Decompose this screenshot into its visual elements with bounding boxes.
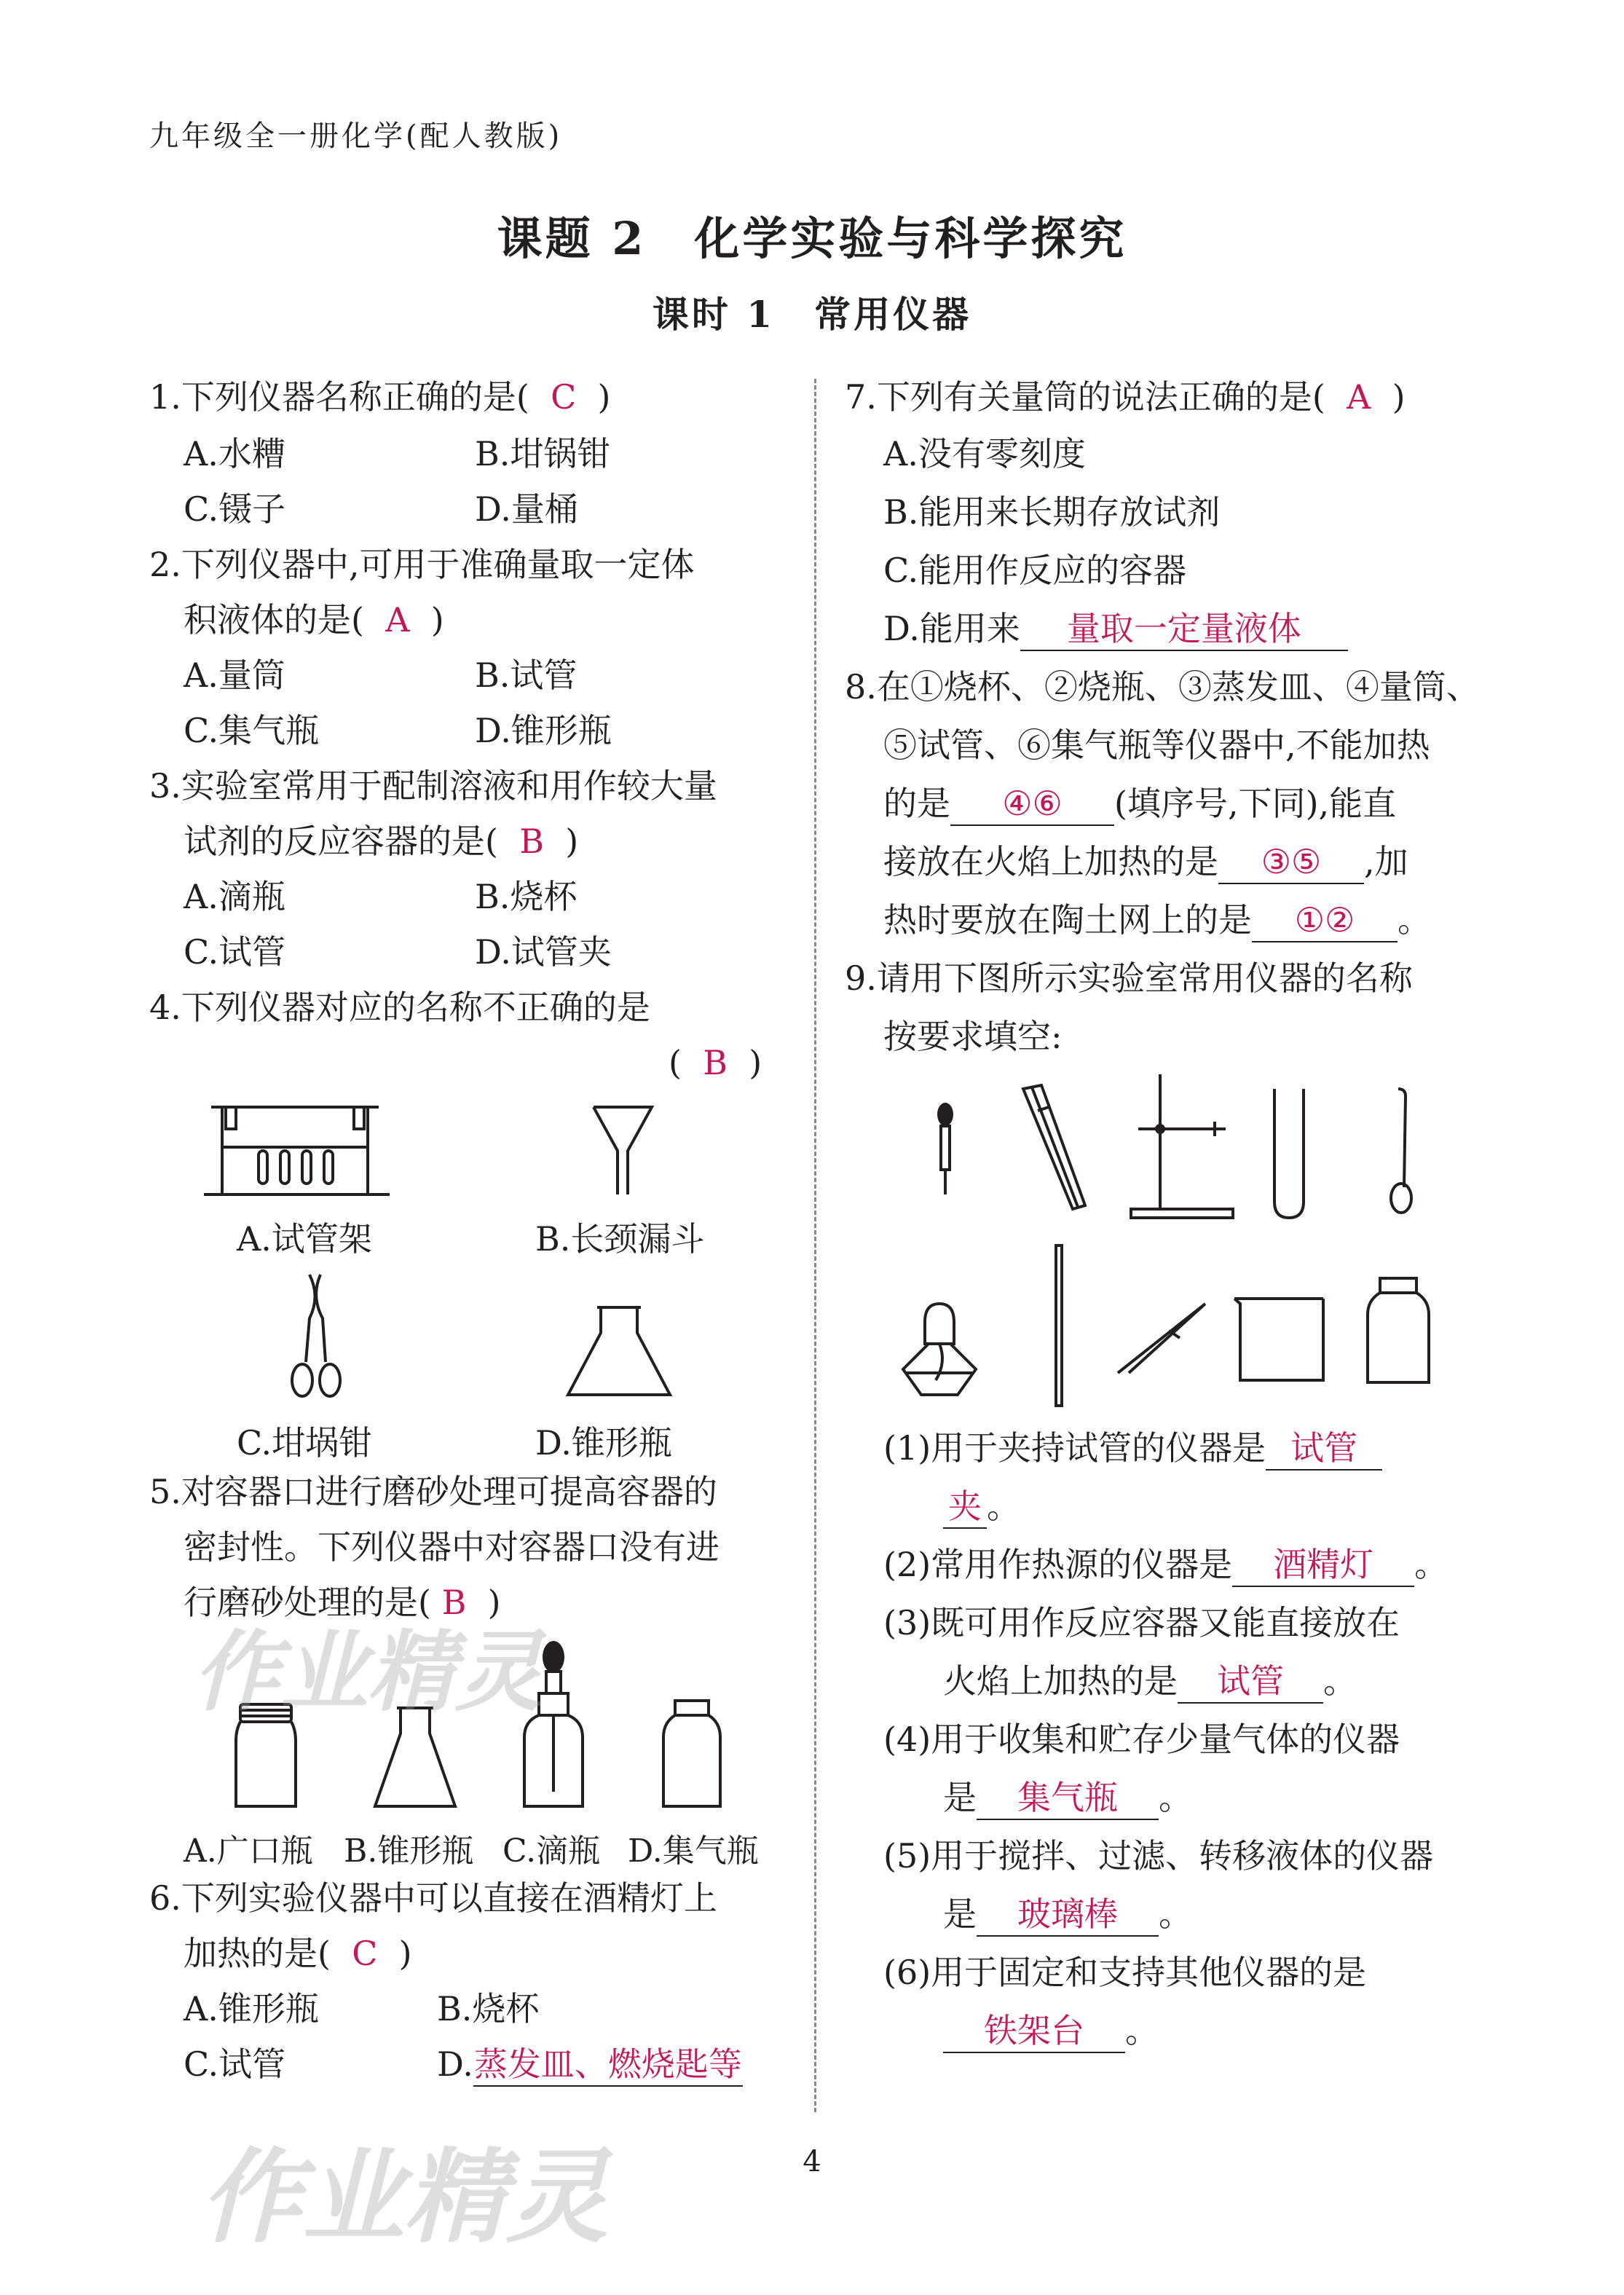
crucible-tongs-image <box>288 1267 346 1406</box>
q7-stem: 7.下列有关量筒的说法正确的是( A ) <box>845 377 1406 417</box>
q7-option-c: C.能用作反应的容器 <box>883 551 1187 590</box>
q5-line3: 行磨砂处理的是( B ) <box>184 1583 501 1622</box>
test-tube-rack-image <box>197 1093 401 1202</box>
q9-part1-answer-a: 试管 <box>1266 1431 1382 1471</box>
q9-part5: (5)用于搅拌、过滤、转移液体的仪器 <box>883 1836 1434 1875</box>
q9-part4: (4)用于收集和贮存少量气体的仪器 <box>883 1720 1400 1759</box>
q2-line2: 积液体的是( A ) <box>184 600 444 639</box>
alcohol-lamp-image <box>896 1293 983 1402</box>
q7-option-a: A.没有零刻度 <box>883 434 1086 473</box>
q2-option-d: D.锥形瓶 <box>475 711 612 750</box>
q7-answer: A <box>1347 377 1371 417</box>
q9-part4-cont: 是 集气瓶 。 <box>943 1781 1192 1820</box>
lesson-title: 课题 2 化学实验与科学探究 <box>497 212 1127 265</box>
q6-option-d: D.蒸发皿、燃烧匙等 <box>437 2047 743 2087</box>
q8-line3: 的是 ④⑥ (填序号,下同),能直 <box>883 787 1396 826</box>
tweezers-image <box>1111 1300 1213 1380</box>
q8-line4: 接放在火焰上加热的是 ③⑤ ,加 <box>883 845 1408 884</box>
q4-caption-c: C.坩埚钳 <box>237 1423 373 1463</box>
q6-answer: C <box>352 1934 378 1973</box>
q5-caption-b: B.锥形瓶 <box>344 1833 474 1870</box>
gas-jar-image <box>659 1693 725 1814</box>
q8-line2: ⑤试管、⑥集气瓶等仪器中,不能加热 <box>883 725 1430 765</box>
page-number: 4 <box>803 2145 821 2178</box>
q3-line2: 试剂的反应容器的是( B ) <box>184 822 579 861</box>
gas-jar-image-2 <box>1362 1275 1435 1387</box>
iron-stand-image <box>1127 1071 1237 1224</box>
q1-stem: 1.下列仪器名称正确的是( C ) <box>149 377 611 417</box>
q6-d-answer: 蒸发皿、燃烧匙等 <box>473 2047 743 2087</box>
q4-answer-bracket: ( B ) <box>669 1043 762 1082</box>
q1-option-b: B.坩锅钳 <box>475 434 611 473</box>
q9-part1: (1)用于夹持试管的仪器是 试管 <box>883 1431 1382 1471</box>
q1-option-d: D.量桶 <box>475 489 578 529</box>
q8-line5: 热时要放在陶土网上的是 ①② 。 <box>883 903 1431 942</box>
q6-option-b: B.烧杯 <box>437 1989 540 2028</box>
q8-blank2: ③⑤ <box>1218 845 1364 884</box>
test-tube-image <box>1267 1085 1311 1224</box>
q4-caption-d: D.锥形瓶 <box>535 1423 672 1463</box>
q9-part6-answer: 铁架台 <box>943 2014 1125 2053</box>
q9-part5-answer: 玻璃棒 <box>977 1897 1159 1937</box>
q5-answer: B <box>441 1583 467 1622</box>
q7-d-answer: 量取一定量液体 <box>1020 612 1348 651</box>
q1-option-a: A.水糟 <box>184 434 285 473</box>
q9-part4-answer: 集气瓶 <box>977 1781 1159 1820</box>
q2-option-c: C.集气瓶 <box>184 711 320 750</box>
q3-option-c: C.试管 <box>184 932 286 972</box>
q8-blank1: ④⑥ <box>950 787 1114 826</box>
q6-option-a: A.锥形瓶 <box>184 1989 319 2028</box>
q1-option-c: C.镊子 <box>184 489 286 529</box>
q2-option-a: A.量筒 <box>184 656 285 695</box>
q9-part3-cont: 火焰上加热的是 试管 。 <box>943 1664 1357 1704</box>
q2-option-b: B.试管 <box>475 656 578 695</box>
q9-part5-cont: 是 玻璃棒 。 <box>943 1897 1192 1937</box>
q1-answer: C <box>551 377 577 417</box>
q3-answer: B <box>519 822 545 861</box>
q4-line1: 4.下列仪器对应的名称不正确的是 <box>149 988 650 1027</box>
test-tube-holder-image <box>1016 1082 1096 1213</box>
q9-part3: (3)既可用作反应容器又能直接放在 <box>883 1603 1400 1642</box>
q3-option-a: A.滴瓶 <box>184 877 285 916</box>
column-divider <box>814 379 816 2112</box>
q5-caption-c: C.滴瓶 <box>502 1833 601 1870</box>
q9-line2: 按要求填空: <box>883 1017 1063 1056</box>
q4-caption-b: B.长颈漏斗 <box>535 1219 705 1259</box>
q5-caption-a: A.广口瓶 <box>184 1833 313 1870</box>
q4-caption-a: A.试管架 <box>237 1219 372 1259</box>
q6-line2: 加热的是( C ) <box>184 1934 412 1973</box>
funnel-image <box>590 1100 655 1202</box>
q9-part1-answer-b: 夹 <box>943 1489 987 1529</box>
q9-part2: (2)常用作热源的仪器是 酒精灯 。 <box>883 1548 1448 1587</box>
q3-line1: 3.实验室常用于配制溶液和用作较大量 <box>149 766 717 806</box>
q5-line1: 5.对容器口进行磨砂处理可提高容器的 <box>149 1472 717 1511</box>
q9-part2-answer: 酒精灯 <box>1232 1548 1414 1587</box>
dropper-image <box>931 1100 960 1202</box>
q5-caption-d: D.集气瓶 <box>628 1833 759 1870</box>
watermark-bottom: 作业精灵 <box>200 2138 609 2257</box>
q8-blank3: ①② <box>1252 903 1398 942</box>
q8-line1: 8.在①烧杯、②烧瓶、③蒸发皿、④量筒、 <box>845 667 1480 706</box>
q9-part3-answer: 试管 <box>1178 1664 1323 1704</box>
q7-option-d: D.能用来 量取一定量液体 <box>883 612 1348 651</box>
q9-part6-cont: 铁架台 。 <box>943 2014 1159 2053</box>
book-header: 九年级全一册化学(配人教版) <box>149 119 563 153</box>
q2-answer: A <box>385 600 410 639</box>
q3-option-d: D.试管夹 <box>475 932 612 972</box>
q3-option-b: B.烧杯 <box>475 877 578 916</box>
q7-option-b: B.能用来长期存放试剂 <box>883 492 1221 532</box>
q9-part1-cont: 夹 。 <box>943 1489 1020 1529</box>
watermark-middle: 作业精灵 <box>193 1622 543 1723</box>
q6-option-c: C.试管 <box>184 2044 286 2084</box>
q9-part6: (6)用于固定和支持其他仪器的是 <box>883 1953 1367 1992</box>
q6-line1: 6.下列实验仪器中可以直接在酒精灯上 <box>149 1878 717 1918</box>
q4-answer: B <box>703 1043 728 1082</box>
lesson-subtitle: 课时 1 常用仪器 <box>652 293 972 336</box>
q5-line2: 密封性。下列仪器中对容器口没有进 <box>184 1527 720 1567</box>
conical-flask-image <box>561 1300 677 1402</box>
beaker-image <box>1227 1293 1336 1387</box>
combustion-spoon-image <box>1384 1085 1420 1216</box>
glass-rod-image <box>1052 1242 1067 1409</box>
q9-line1: 9.请用下图所示实验室常用仪器的名称 <box>845 958 1413 998</box>
q2-line1: 2.下列仪器中,可用于准确量取一定体 <box>149 545 695 584</box>
